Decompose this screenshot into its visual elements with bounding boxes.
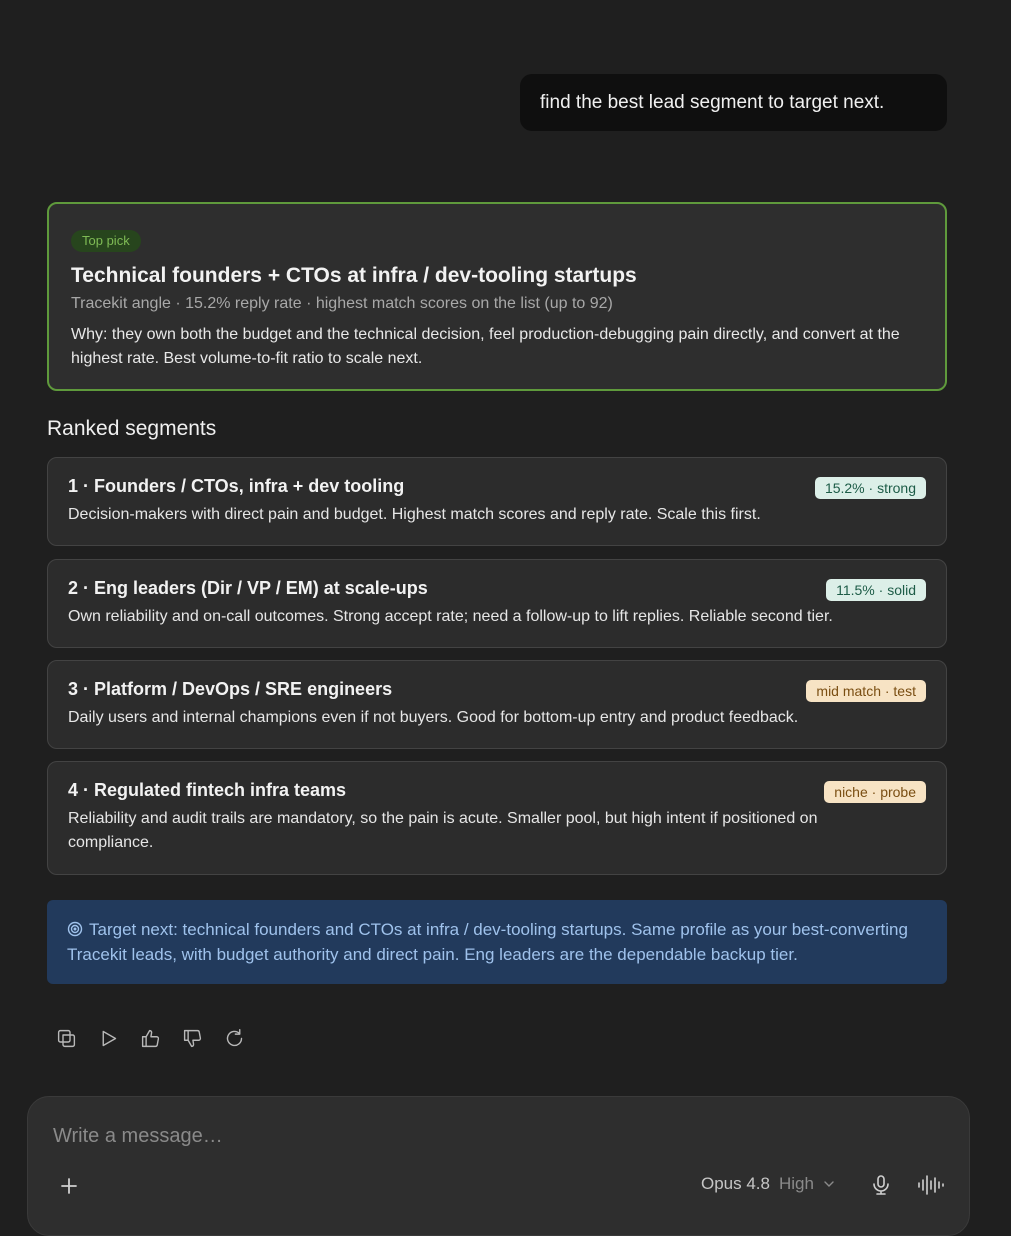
- play-icon[interactable]: [97, 1027, 119, 1049]
- ranked-segments-heading: Ranked segments: [47, 417, 217, 440]
- top-pick-subtitle: Tracekit angle · 15.2% reply rate · highest match scores on the list (up to 92): [71, 295, 613, 312]
- effort-level: High: [779, 1174, 814, 1193]
- chevron-down-icon: [823, 1178, 835, 1190]
- top-pick-why: Why: they own both the budget and the technical decision, feel production-debugging pain directly, and convert at the highest rate. Best volume-to-fit ratio to scale next.: [71, 326, 900, 367]
- model-selector[interactable]: [701, 1174, 835, 1194]
- segment-card-1: [47, 457, 947, 546]
- target-icon: [67, 921, 83, 937]
- segment-desc: Reliability and audit trails are mandatory, so the pain is acute. Smaller pool, but high intent if positioned on compliance.: [68, 810, 818, 851]
- segment-card-2: [47, 559, 947, 648]
- message-input[interactable]: [53, 1121, 933, 1151]
- retry-icon[interactable]: [223, 1027, 245, 1049]
- message-composer: [27, 1096, 970, 1236]
- target-next-callout: [47, 900, 947, 984]
- voice-mode-icon[interactable]: [917, 1173, 945, 1197]
- segment-desc: Daily users and internal champions even if not buyers. Good for bottom-up entry and product feedback.: [68, 709, 799, 726]
- user-message-bubble: find the best lead segment to target next.: [520, 74, 947, 131]
- top-pick-title: Technical founders + CTOs at infra / dev-tooling startups: [71, 264, 637, 287]
- target-next-text: Target next: technical founders and CTOs at infra / dev-tooling startups. Same profile as your best-converting Tracekit leads, with budget authority and direct pain. Eng leaders are the dependable backup tier.: [67, 920, 908, 964]
- model-name: Opus 4.8: [701, 1174, 770, 1193]
- segment-title: 1 · Founders / CTOs, infra + dev tooling: [68, 476, 405, 496]
- segment-card-3: [47, 660, 947, 749]
- segment-desc: Decision-makers with direct pain and budget. Highest match scores and reply rate. Scale this first.: [68, 506, 761, 523]
- segment-badge: niche · probe: [824, 781, 926, 803]
- segment-card-4: [47, 761, 947, 875]
- message-actions: [55, 1027, 245, 1049]
- top-pick-badge: Top pick: [71, 230, 141, 252]
- copy-icon[interactable]: [55, 1027, 77, 1049]
- segment-badge: 11.5% · solid: [826, 579, 926, 601]
- segment-badge: 15.2% · strong: [815, 477, 926, 499]
- microphone-icon[interactable]: [869, 1173, 893, 1197]
- thumbs-up-icon[interactable]: [139, 1027, 161, 1049]
- segment-title: 2 · Eng leaders (Dir / VP / EM) at scale-ups: [68, 578, 428, 598]
- segment-desc: Own reliability and on-call outcomes. Strong accept rate; need a follow-up to lift replies. Reliable second tier.: [68, 608, 833, 625]
- segment-badge: mid match · test: [806, 680, 926, 702]
- top-pick-card: [47, 202, 947, 391]
- segment-title: 4 · Regulated fintech infra teams: [68, 780, 347, 800]
- segment-title: 3 · Platform / DevOps / SRE engineers: [68, 679, 393, 699]
- thumbs-down-icon[interactable]: [181, 1027, 203, 1049]
- plus-icon[interactable]: [58, 1175, 80, 1197]
